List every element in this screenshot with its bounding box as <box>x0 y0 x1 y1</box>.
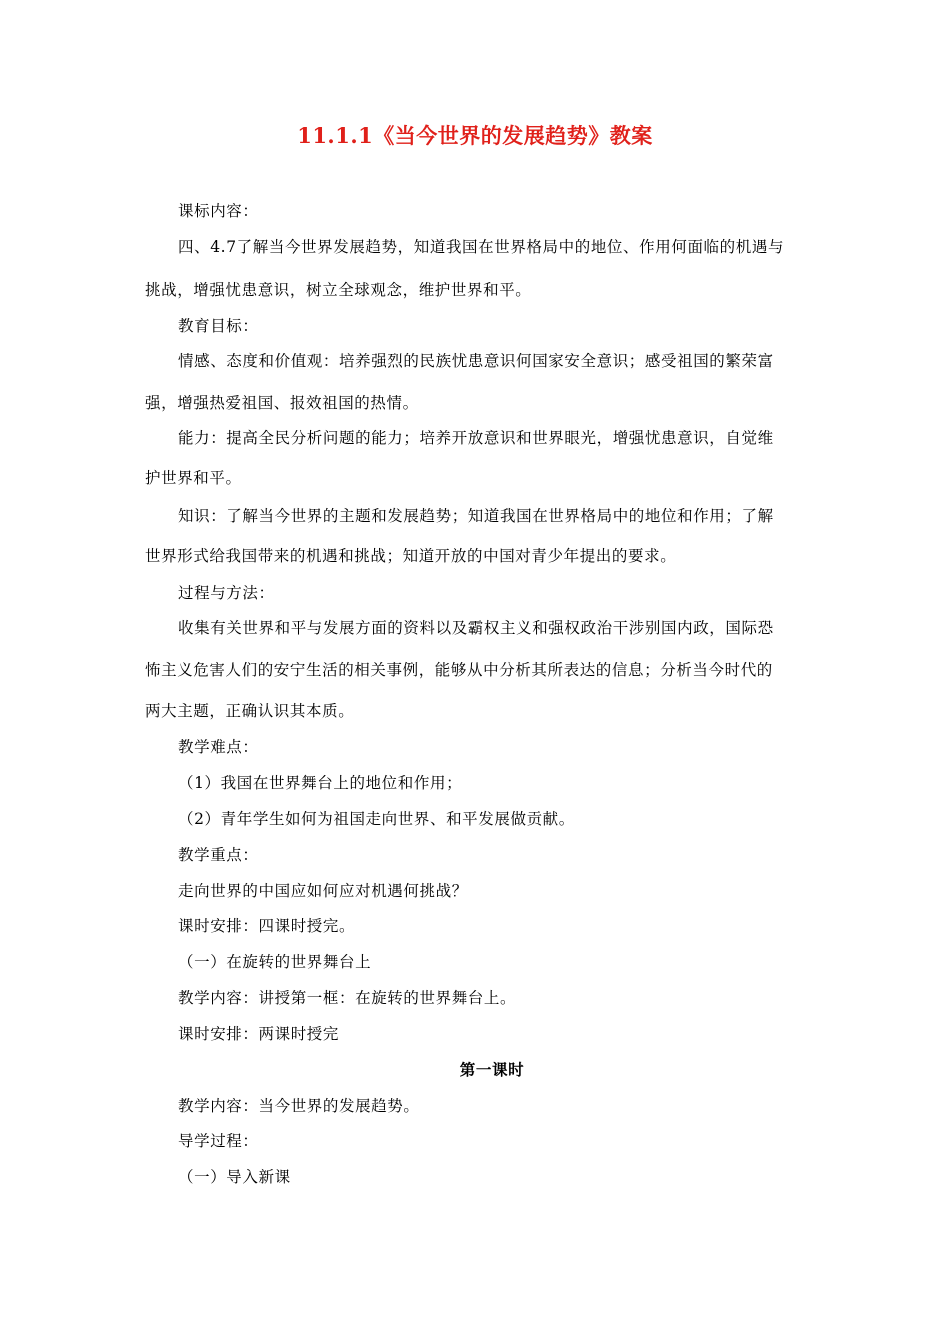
paragraph-line: 课时安排：四课时授完。 <box>178 917 356 935</box>
paragraph-line: 教学内容：当今世界的发展趋势。 <box>178 1097 420 1115</box>
paragraph-line: 教学内容：讲授第一框：在旋转的世界舞台上。 <box>178 989 517 1007</box>
list-item: （1）我国在世界舞台上的地位和作用； <box>178 774 463 792</box>
section-heading-process: 过程与方法： <box>178 584 275 602</box>
section-heading-goals: 教育目标： <box>178 317 259 335</box>
paragraph-line: 四、4.7了解当今世界发展趋势，知道我国在世界格局中的地位、作用何面临的机遇与 <box>178 238 785 256</box>
paragraph-line: 课时安排：两课时授完 <box>178 1025 340 1043</box>
paragraph-line: 收集有关世界和平与发展方面的资料以及霸权主义和强权政治干涉别国内政，国际恐 <box>178 619 774 637</box>
paragraph-line: 情感、态度和价值观：培养强烈的民族忧患意识何国家安全意识；感受祖国的繁荣富 <box>178 352 774 370</box>
paragraph-line: 知识：了解当今世界的主题和发展趋势；知道我国在世界格局中的地位和作用；了解 <box>178 507 774 525</box>
paragraph-line: 强，增强热爱祖国、报效祖国的热情。 <box>145 394 419 412</box>
list-item: （2）青年学生如何为祖国走向世界、和平发展做贡献。 <box>178 810 575 828</box>
lesson-heading: 第一课时 <box>459 1060 525 1079</box>
paragraph-line: 导学过程： <box>178 1132 259 1150</box>
paragraph-line: （一）导入新课 <box>178 1168 291 1186</box>
section-heading-difficulty: 教学难点： <box>178 738 259 756</box>
paragraph-line: 挑战，增强忧患意识，树立全球观念，维护世界和平。 <box>145 281 532 299</box>
paragraph-line: 世界形式给我国带来的机遇和挑战；知道开放的中国对青少年提出的要求。 <box>145 547 677 565</box>
paragraph-line: 怖主义危害人们的安宁生活的相关事例，能够从中分析其所表达的信息；分析当今时代的 <box>145 661 773 679</box>
paragraph-line: 走向世界的中国应如何应对机遇何挑战？ <box>178 882 468 900</box>
document-title: 11.1.1《当今世界的发展趋势》教案 <box>297 123 653 148</box>
paragraph-line: 护世界和平。 <box>145 469 242 487</box>
paragraph-line: 能力：提高全民分析问题的能力；培养开放意识和世界眼光，增强忧患意识，自觉维 <box>178 429 774 447</box>
paragraph-line: 两大主题，正确认识其本质。 <box>145 702 355 720</box>
paragraph-line: （一）在旋转的世界舞台上 <box>178 953 372 971</box>
section-heading-curriculum: 课标内容： <box>178 202 259 220</box>
section-heading-focus: 教学重点： <box>178 846 259 864</box>
